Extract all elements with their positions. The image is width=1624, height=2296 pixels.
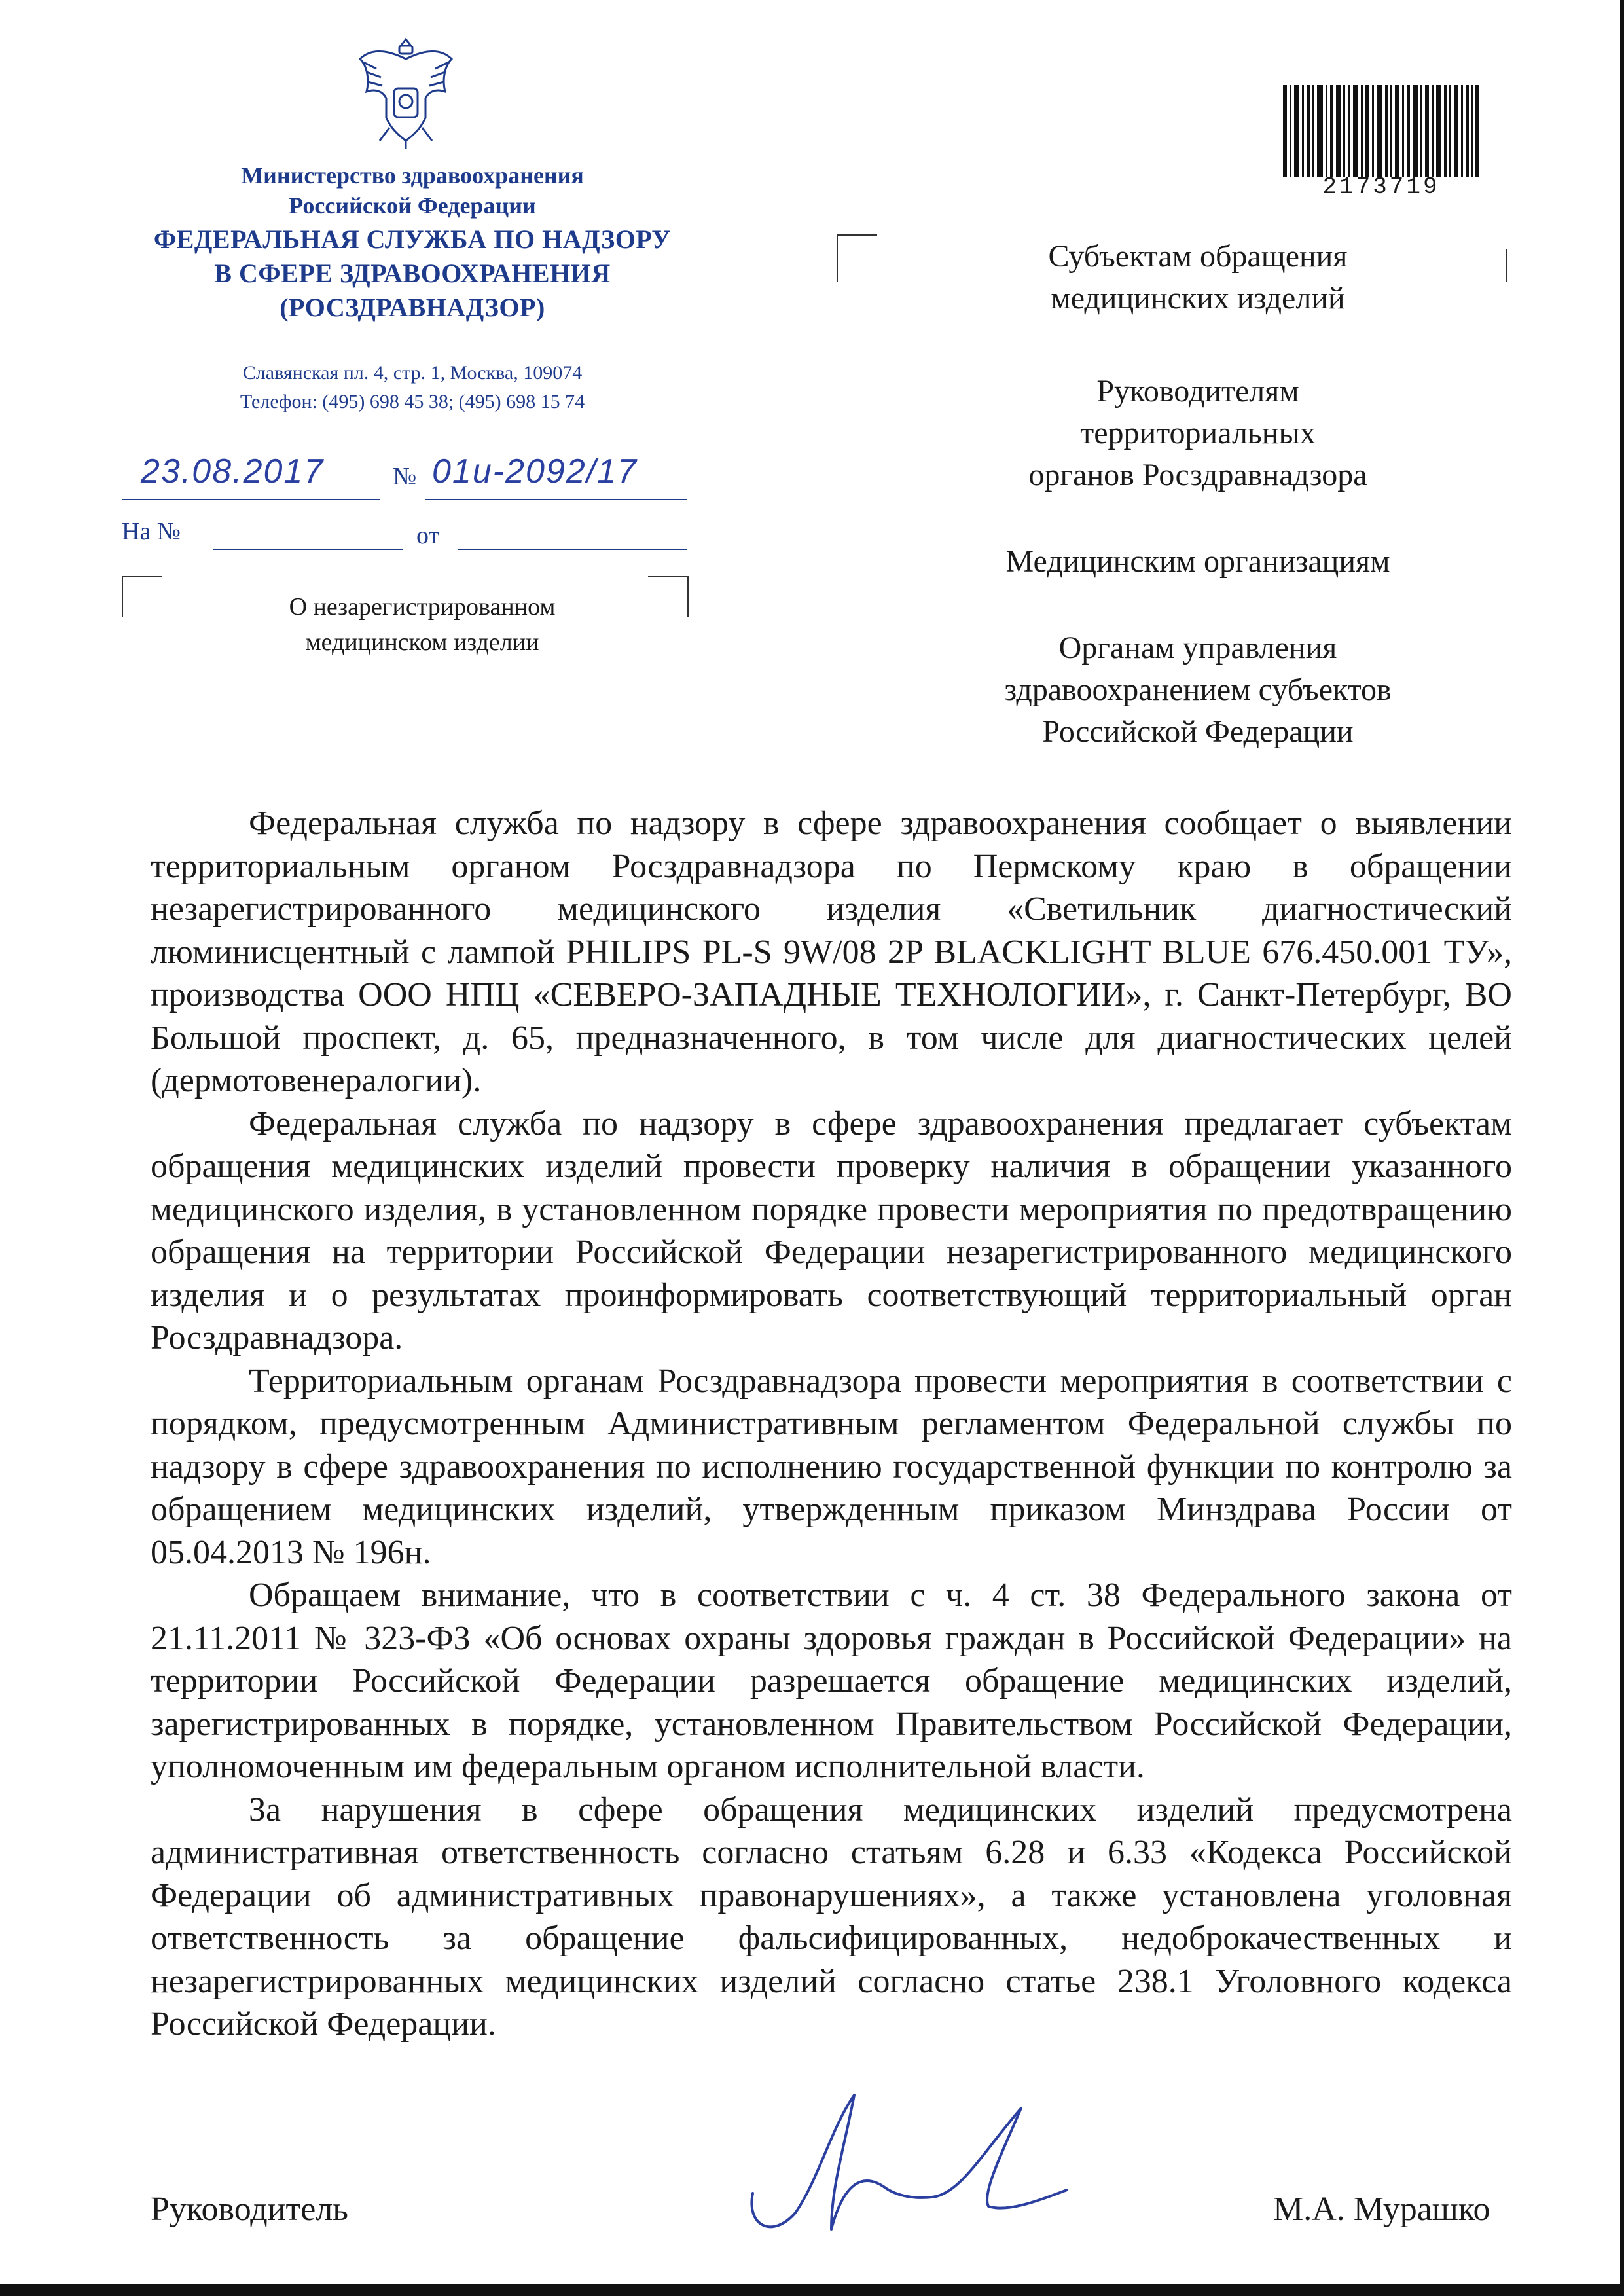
reply-date-line bbox=[458, 549, 687, 550]
addressee-corner-left bbox=[837, 234, 877, 282]
handwritten-signature bbox=[733, 2075, 1074, 2246]
addressee-line: органов Росздравнадзора bbox=[1028, 458, 1367, 492]
body-paragraph: Федеральная служба по надзору в сфере здравоохранения предлагает субъектам обращения медицинских изделий провести проверку наличия в обращении указанного медицинского изделия, в установленном порядке провести мероприятия по предотвращению обращения на территории Российской Федерации незарегистрированного медицинского изделия и о результатах проинформировать соответствующий территориальный орган Росздравнадзора. bbox=[151, 1104, 1512, 1357]
barcode bbox=[1283, 85, 1479, 177]
addressee-line: Субъектам обращения bbox=[1048, 239, 1348, 274]
date-underline bbox=[122, 499, 380, 500]
service-line: В СФЕРЕ ЗДРАВООХРАНЕНИЯ bbox=[214, 259, 611, 288]
letter-body bbox=[151, 802, 1512, 2046]
reply-number-label: На № bbox=[122, 518, 181, 545]
scan-edge-right bbox=[1620, 0, 1624, 2296]
ministry-line: Российской Федерации bbox=[289, 192, 536, 219]
addressee bbox=[916, 627, 1479, 753]
letterhead-address bbox=[105, 359, 720, 416]
number-underline bbox=[425, 499, 687, 500]
addressee-line: территориальных bbox=[1080, 416, 1316, 450]
subject-line: О незарегистрированном bbox=[289, 593, 556, 621]
addressee bbox=[916, 371, 1479, 496]
service-line: (РОСЗДРАВНАДЗОР) bbox=[280, 293, 545, 322]
subject-line: медицинском изделии bbox=[305, 629, 539, 656]
subject-corner-right bbox=[648, 576, 689, 617]
registration-date: 23.08.2017 bbox=[141, 452, 325, 490]
phone-line: Телефон: (495) 698 45 38; (495) 698 15 74 bbox=[240, 391, 585, 412]
signatory-role: Руководитель bbox=[151, 2191, 348, 2228]
address-line: Славянская пл. 4, стр. 1, Москва, 109074 bbox=[242, 362, 583, 384]
addressee-line: медицинских изделий bbox=[1051, 281, 1345, 316]
addressee-line: Медицинским организациям bbox=[1005, 544, 1390, 579]
scan-edge-bottom bbox=[0, 2284, 1624, 2296]
addressee-corner-right bbox=[1486, 249, 1507, 282]
addressee bbox=[916, 541, 1479, 583]
ministry-name bbox=[118, 160, 707, 221]
body-paragraph: Территориальным органам Росздравнадзора провести мероприятия в соответствии с порядком, предусмотренным Административным регламентом Федеральной службы по надзору в сфере здравоохранения по исполнению государственной функции по контролю за обращением медицинских изделий, утвержденным приказом Минздрава России от 05.04.2013 № 196н. bbox=[151, 1362, 1512, 1571]
registration-number: 01и-2092/17 bbox=[432, 452, 638, 490]
addressees-block bbox=[916, 236, 1479, 797]
reply-number-line bbox=[213, 549, 403, 550]
signatory-name: М.А. Мурашко bbox=[1273, 2191, 1490, 2228]
ministry-line: Министерство здравоохранения bbox=[241, 162, 584, 189]
addressee-line: здравоохранением субъектов bbox=[1004, 672, 1392, 707]
body-paragraph: Обращаем внимание, что в соответствии с ч. 4 ст. 38 Федерального закона от 21.11.2011 № 323-ФЗ «Об основах охраны здоровья граждан в Российской Федерации» на территории Российской Федерации разрешается обращение медицинских изделий, зарегистрированных в порядке, установленном Правительством Российской Федерации, уполномоченным им федеральным органом исполнительной власти. bbox=[151, 1576, 1512, 1785]
addressee-line: Руководителям bbox=[1096, 374, 1299, 409]
addressee-line: Российской Федерации bbox=[1042, 714, 1354, 749]
reply-date-label: от bbox=[416, 522, 440, 549]
service-line: ФЕДЕРАЛЬНАЯ СЛУЖБА ПО НАДЗОРУ bbox=[153, 225, 672, 254]
addressee-line: Органам управления bbox=[1058, 630, 1337, 665]
body-paragraph: Федеральная служба по надзору в сфере здравоохранения сообщает о выявлении территориальным органом Росздравнадзора по Пермскому краю в обращении незарегистрированного медицинского изделия «Светильник диагностический люминисцентный с лампой PHILIPS PL-S 9W/08 2P BLACKLIGHT BLUE 676.450.001 ТУ», производства ООО НПЦ «СЕВЕРО-ЗАПАДНЫЕ ТЕХНОЛОГИИ», г. Санкт-Петербург, ВО Большой проспект, д. 65, предназначенного, в том числе для диагностических целей (дермотовенералогии). bbox=[151, 805, 1512, 1099]
coat-of-arms-icon bbox=[353, 26, 458, 151]
addressee bbox=[916, 236, 1479, 319]
subject-corner-left bbox=[122, 576, 162, 617]
body-paragraph: За нарушения в сфере обращения медицинских изделий предусмотрена административная ответственность согласно статьям 6.28 и 6.33 «Кодекса Российской Федерации об административных правонарушениях», а также установлена уголовная ответственность за обращение фальсифицированных, недоброкачественных и незарегистрированных медицинских изделий согласно статье 238.1 Уголовного кодекса Российской Федерации. bbox=[151, 1791, 1512, 2043]
barcode-number: 2173719 bbox=[1322, 173, 1440, 200]
letter-subject bbox=[216, 589, 628, 660]
number-label: № bbox=[393, 463, 417, 490]
service-name bbox=[85, 223, 740, 325]
